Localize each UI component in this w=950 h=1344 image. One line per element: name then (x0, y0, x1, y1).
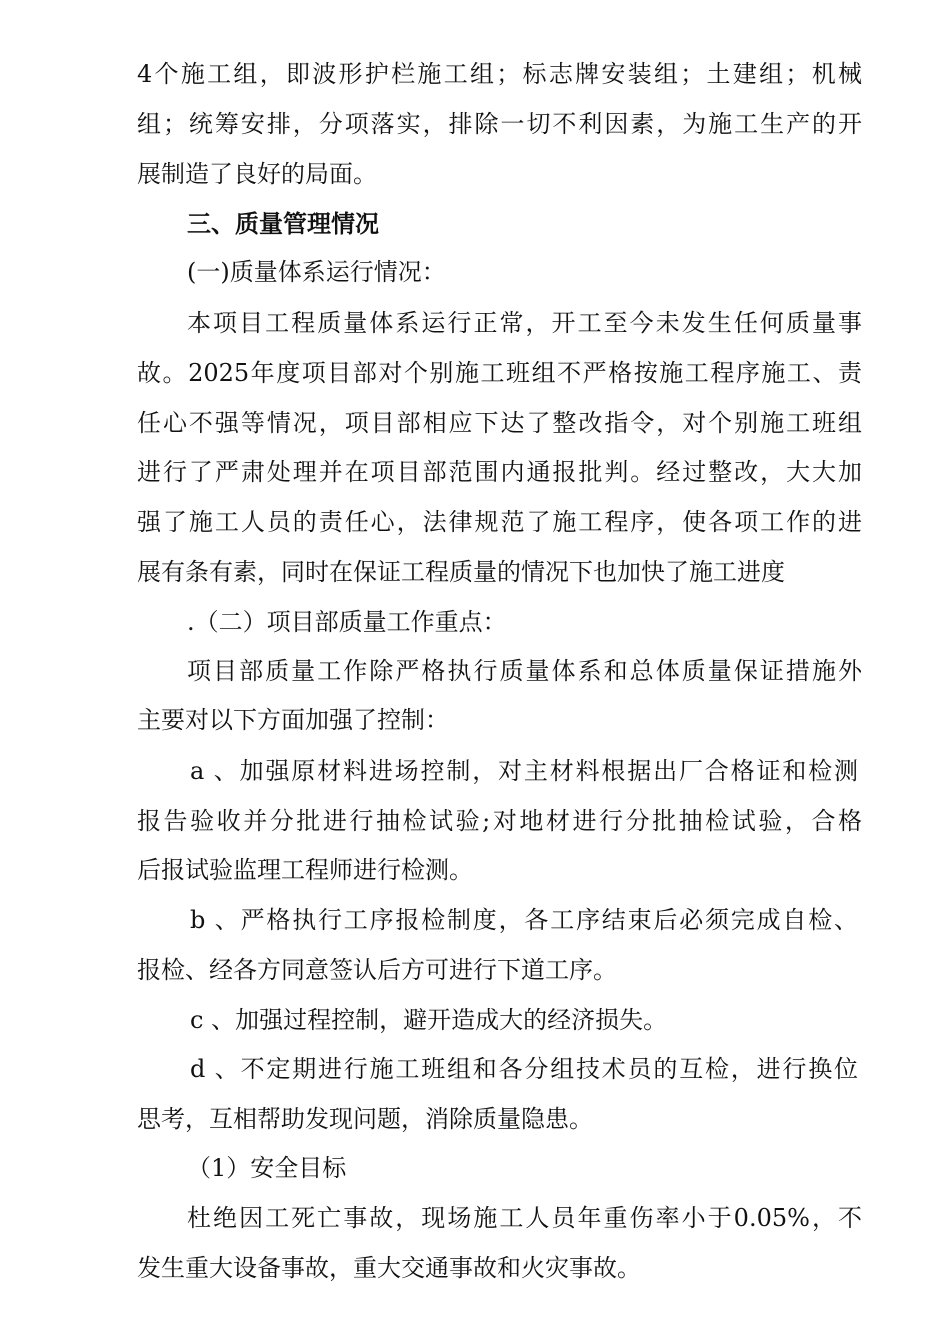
subsection-heading: .（二）项目部质量工作重点： (187, 608, 507, 636)
list-item-a: a 、加强原材料进场控制，对主材料根据出厂合格证和检测 (190, 757, 858, 785)
paragraph-line: 本项目工程质量体系运行正常，开工至今未发生任何质量事 (187, 309, 862, 337)
paragraph-line: 报告验收并分批进行抽检试验;对地材进行分批抽检试验，合格 (137, 807, 862, 835)
paragraph-line: 进行了严肃处理并在项目部范围内通报批判。经过整改，大大加 (137, 458, 862, 486)
list-item-d: d 、不定期进行施工班组和各分组技术员的互检，进行换位 (190, 1055, 858, 1083)
paragraph-line: 主要对以下方面加强了控制： (137, 706, 449, 734)
list-item-c: c 、加强过程控制，避开造成大的经济损失。 (190, 1006, 668, 1034)
paragraph-line: 报检、经各方同意签认后方可进行下道工序。 (137, 956, 617, 984)
paragraph-line: 故。2025年度项目部对个别施工班组不严格按施工程序施工、责 (137, 359, 862, 387)
paragraph-line: 展制造了良好的局面。 (137, 160, 377, 188)
paragraph-line: 思考，互相帮助发现问题，消除质量隐患。 (137, 1105, 593, 1133)
paragraph-line: 任心不强等情况，项目部相应下达了整改指令，对个别施工班组 (137, 409, 862, 437)
list-item-b: b 、严格执行工序报检制度，各工序结束后必须完成自检、 (190, 906, 858, 934)
paragraph-line: 后报试验监理工程师进行检测。 (137, 856, 473, 884)
subsection-heading: （1）安全目标 (187, 1154, 347, 1182)
paragraph-line: 项目部质量工作除严格执行质量体系和总体质量保证措施外 (187, 657, 862, 685)
paragraph-line: 杜绝因工死亡事故，现场施工人员年重伤率小于0.05%，不 (187, 1204, 862, 1232)
paragraph-line: 发生重大设备事故，重大交通事故和火灾事故。 (137, 1254, 641, 1282)
paragraph-line: 组；统筹安排，分项落实，排除一切不利因素，为施工生产的开 (137, 110, 862, 138)
paragraph-line: 强了施工人员的责任心，法律规范了施工程序，使各项工作的进 (137, 508, 862, 536)
subsection-heading: (一)质量体系运行情况： (187, 258, 446, 286)
paragraph-line: 4个施工组，即波形护栏施工组；标志牌安装组；土建组；机械 (137, 60, 862, 88)
section-heading: 三、质量管理情况 (187, 209, 379, 238)
paragraph-line: 展有条有素，同时在保证工程质量的情况下也加快了施工进度 (137, 558, 785, 586)
